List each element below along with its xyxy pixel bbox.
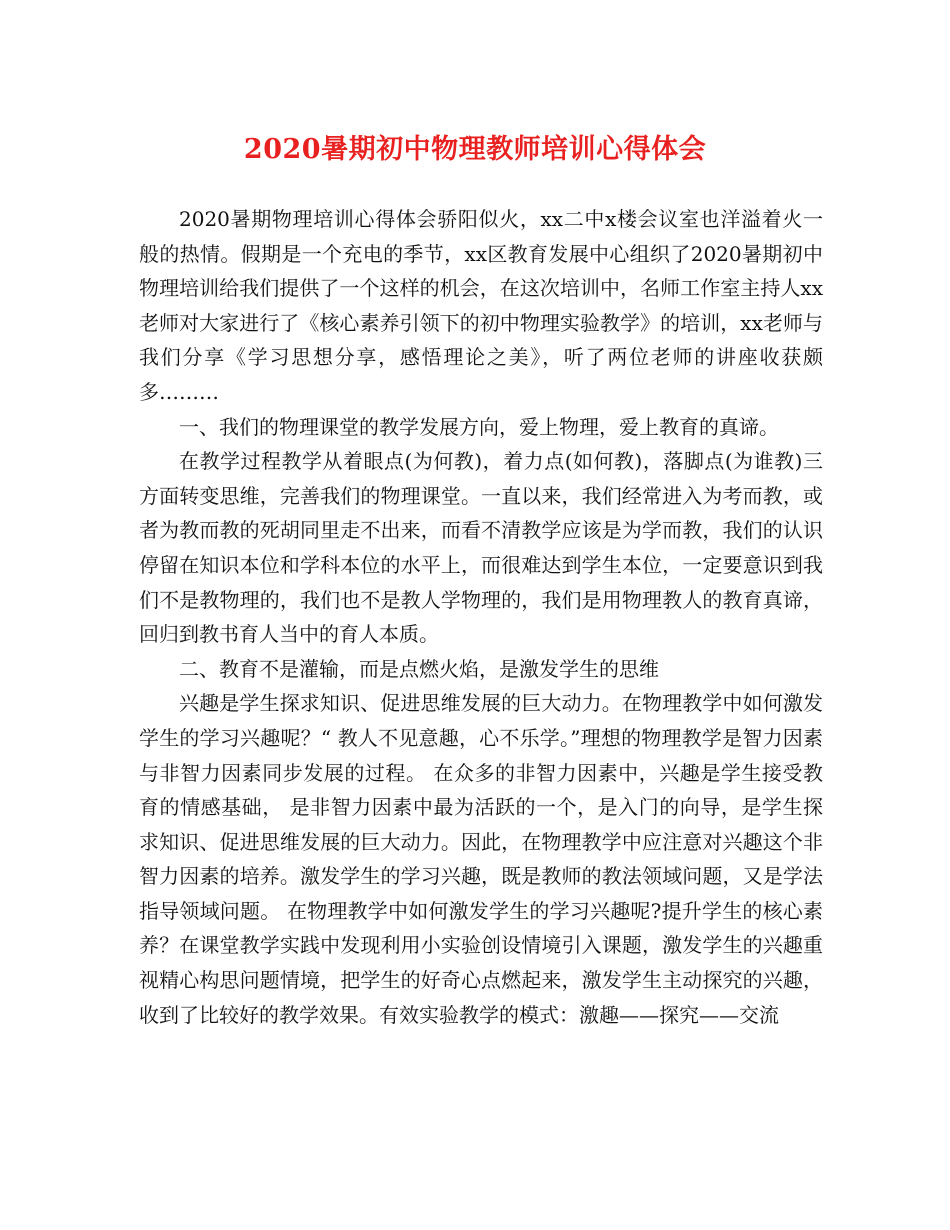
document-title: 2020暑期初中物理教师培训心得体会 <box>243 134 707 165</box>
paragraph-heading-2: 二、教育不是灌输，而是点燃火焰，是激发学生的思维 <box>179 656 659 681</box>
document-body <box>139 202 823 1032</box>
paragraph-interest: 兴趣是学生探求知识、促进思维发展的巨大动力。在物理教学中如何激发学生的学习兴趣呢？“ 教人不见意趣，心不乐学。”理想的物理教学是智力因素与非智力因素同步发展的过程。 在众多的非智力因素中，兴趣是学生接受教育的情感基础， 是非智力因素中最为活跃的一个，是入门的向导，是学生探求知识、促进思维发展的巨大动力。因此，在物理教学中应注意对兴趣这个非智力因素的培养。激发学生的学习兴趣，既是教师的教法领域问题，又是学法指导领域问题。 在物理教学中如何激发学生的学习兴趣呢?提升学生的核心素养？在课堂教学实践中发现利用小实验创设情境引入课题，激发学生的兴趣重视精心构思问题情境，把学生的好奇心点燃起来，激发学生主动探究的兴趣，收到了比较好的教学效果。有效实验教学的模式：激趣——探究——交流 <box>139 691 823 1027</box>
paragraph-heading-1: 一、我们的物理课堂的教学发展方向，爱上物理，爱上教育的真谛。 <box>179 414 779 439</box>
paragraph-intro: 2020暑期物理培训心得体会骄阳似火，xx二中x楼会议室也洋溢着火一般的热情。假期是一个充电的季节，xx区教育发展中心组织了2020暑期初中物理培训给我们提供了一个这样的机会，在这次培训中，名师工作室主持人xx老师对大家进行了《核心素养引领下的初中物理实验教学》的培训，xx老师与我们分享《学习思想分享，感悟理论之美》，听了两位老师的讲座收获颇多……… <box>139 207 823 404</box>
paragraph-teaching-goals: 在教学过程教学从着眼点(为何教)，着力点(如何教)，落脚点(为谁教)三方面转变思维，完善我们的物理课堂。一直以来，我们经常进入为考而教，或者为教而教的死胡同里走不出来，而看不清教学应该是为学而教，我们的认识停留在知识本位和学科本位的水平上，而很难达到学生本位，一定要意识到我们不是教物理的，我们也不是教人学物理的，我们是用物理教人的教育真谛，回归到教书育人当中的育人本质。 <box>139 449 823 647</box>
